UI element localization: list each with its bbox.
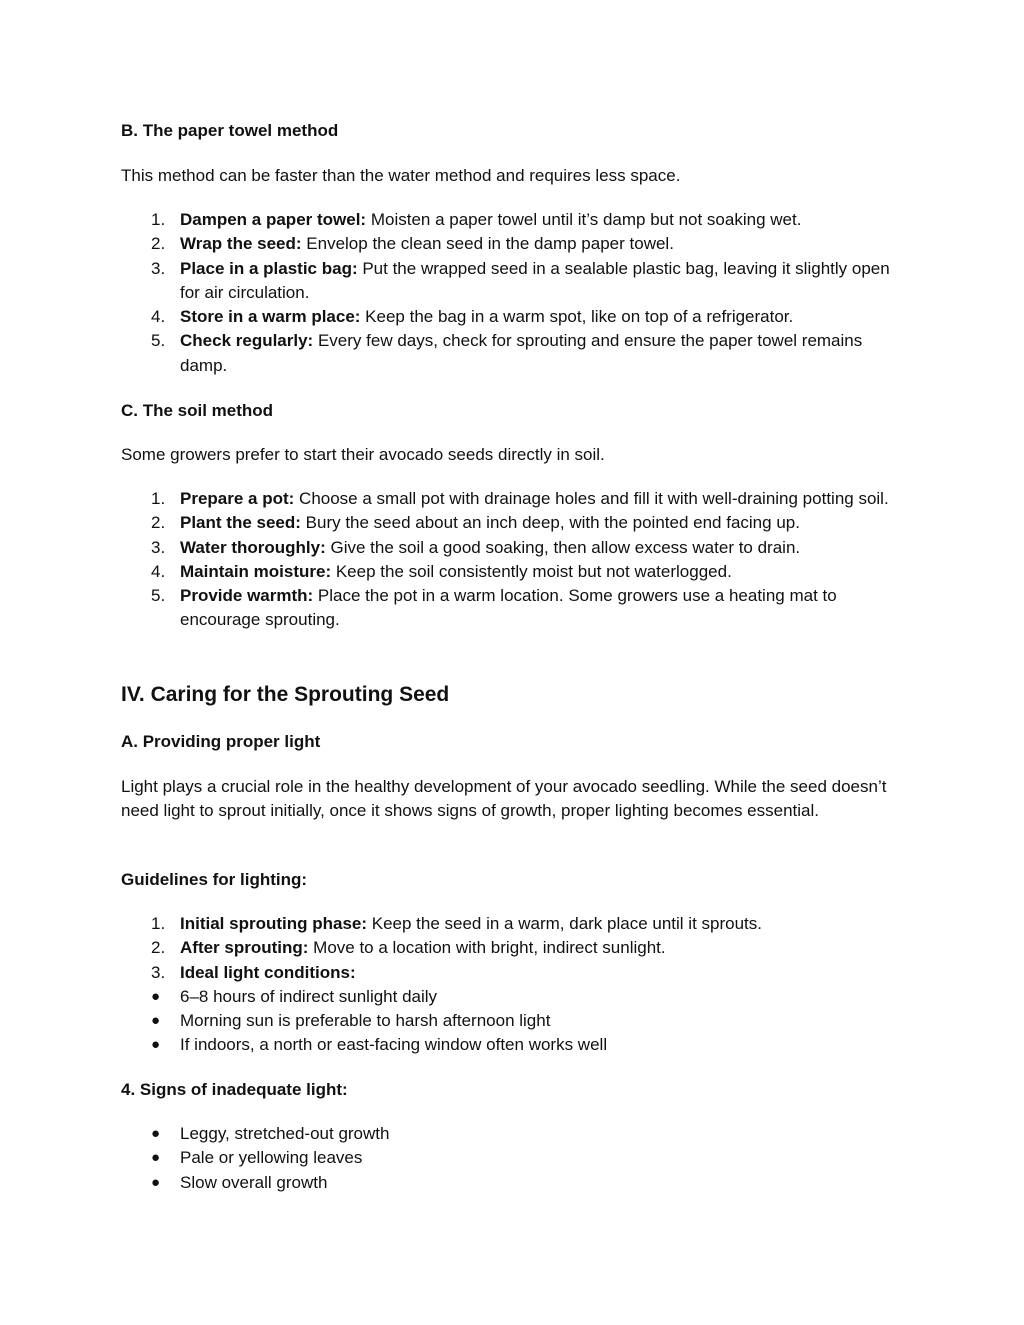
list-number: 2.	[151, 513, 166, 533]
section-iv-subheading: A. Providing proper light	[121, 732, 321, 751]
list-item	[121, 1122, 911, 1146]
list-item	[121, 961, 911, 985]
step-term: Initial sprouting phase:	[180, 914, 368, 933]
step-term: Prepare a pot:	[180, 489, 295, 508]
list-item	[121, 1171, 911, 1195]
bullet-text: Morning sun is preferable to harsh afternoon light	[180, 1011, 551, 1031]
step-term: Provide warmth:	[180, 586, 314, 606]
list-number: 5.	[151, 586, 166, 606]
list-item	[121, 305, 911, 329]
step-text: Keep the bag in a warm spot, like on top of a refrigerator.	[360, 307, 794, 327]
list-item	[121, 584, 911, 633]
section-iv-intro: Light plays a crucial role in the healthy development of your avocado seedling. While the seed doesn’t need light to sprout initially, once it shows signs of growth, proper lighting becomes essential.	[121, 777, 887, 820]
guidelines-list	[121, 912, 911, 1058]
list-number: 2.	[151, 938, 166, 958]
list-item	[121, 560, 911, 584]
list-number: 3.	[151, 537, 166, 557]
bullet-icon: ●	[151, 1012, 161, 1030]
step-text: Bury the seed about an inch deep, with the pointed end facing up.	[300, 513, 800, 533]
list-number: 1.	[151, 210, 166, 229]
step-text: Move to a location with bright, indirect sunlight.	[308, 938, 666, 958]
step-term: Dampen a paper towel:	[180, 210, 367, 229]
section-iv-heading: IV. Caring for the Sprouting Seed	[121, 683, 450, 706]
bullet-text: Pale or yellowing leaves	[180, 1148, 363, 1168]
list-number: 1.	[151, 914, 166, 933]
step-text: Every few days, check for sprouting and ensure the paper towel remains damp.	[180, 331, 863, 375]
bullet-icon: ●	[151, 1173, 161, 1191]
list-item	[121, 232, 911, 256]
list-item	[121, 511, 911, 535]
section-b-heading: B. The paper towel method	[121, 121, 339, 140]
list-number: 3.	[151, 962, 166, 982]
step-term: Wrap the seed:	[180, 234, 302, 254]
signs-list	[121, 1122, 911, 1195]
list-item	[121, 257, 911, 306]
list-item	[121, 1009, 911, 1033]
bullet-text: 6–8 hours of indirect sunlight daily	[180, 986, 438, 1006]
list-item	[121, 1146, 911, 1170]
step-term: Water thoroughly:	[180, 537, 326, 557]
list-number: 2.	[151, 234, 166, 254]
list-number: 4.	[151, 561, 166, 581]
bullet-text: Slow overall growth	[180, 1172, 328, 1192]
list-item	[121, 1033, 911, 1057]
list-item	[121, 936, 911, 960]
bullet-icon: ●	[151, 1125, 161, 1142]
bullet-icon: ●	[151, 1036, 161, 1054]
step-text: Keep the seed in a warm, dark place until it sprouts.	[367, 914, 762, 933]
signs-heading: 4. Signs of inadequate light:	[121, 1080, 348, 1099]
list-item	[121, 208, 911, 232]
step-text: Choose a small pot with drainage holes and fill it with well-draining potting soil.	[294, 489, 889, 508]
list-number: 3.	[151, 258, 166, 278]
list-item	[121, 487, 911, 511]
step-text: Place the pot in a warm location. Some growers use a heating mat to encourage sprouting.	[180, 586, 837, 630]
step-term: Check regularly:	[180, 331, 314, 351]
list-number: 5.	[151, 331, 166, 351]
list-item	[121, 912, 911, 936]
guidelines-heading: Guidelines for lighting:	[121, 870, 308, 889]
bullet-icon: ●	[151, 1149, 161, 1167]
section-c-steps	[121, 487, 911, 633]
list-item	[121, 329, 911, 378]
list-number: 4.	[151, 307, 166, 327]
step-text: Envelop the clean seed in the damp paper towel.	[301, 234, 674, 254]
section-c-intro: Some growers prefer to start their avocado seeds directly in soil.	[121, 445, 605, 464]
bullet-icon: ●	[151, 987, 161, 1005]
list-item	[121, 536, 911, 560]
section-b-steps	[121, 208, 911, 378]
step-term: Place in a plastic bag:	[180, 258, 358, 278]
step-text: Keep the soil consistently moist but not waterlogged.	[331, 561, 732, 581]
section-c-heading: C. The soil method	[121, 401, 274, 420]
step-text: Give the soil a good soaking, then allow excess water to drain.	[325, 537, 801, 557]
bullet-text: Leggy, stretched-out growth	[180, 1124, 390, 1143]
bullet-text: If indoors, a north or east-facing window often works well	[180, 1035, 608, 1055]
step-term: Plant the seed:	[180, 513, 301, 533]
list-item	[121, 985, 911, 1009]
step-term: Ideal light conditions:	[180, 962, 356, 982]
step-text: Moisten a paper towel until it’s damp but not soaking wet.	[366, 210, 802, 229]
section-b-intro: This method can be faster than the water method and requires less space.	[121, 166, 681, 185]
step-term: After sprouting:	[180, 938, 309, 958]
step-term: Maintain moisture:	[180, 561, 332, 581]
step-text: Put the wrapped seed in a sealable plastic bag, leaving it slightly open for air circulation.	[180, 258, 890, 302]
step-term: Store in a warm place:	[180, 307, 361, 327]
list-number: 1.	[151, 489, 166, 508]
